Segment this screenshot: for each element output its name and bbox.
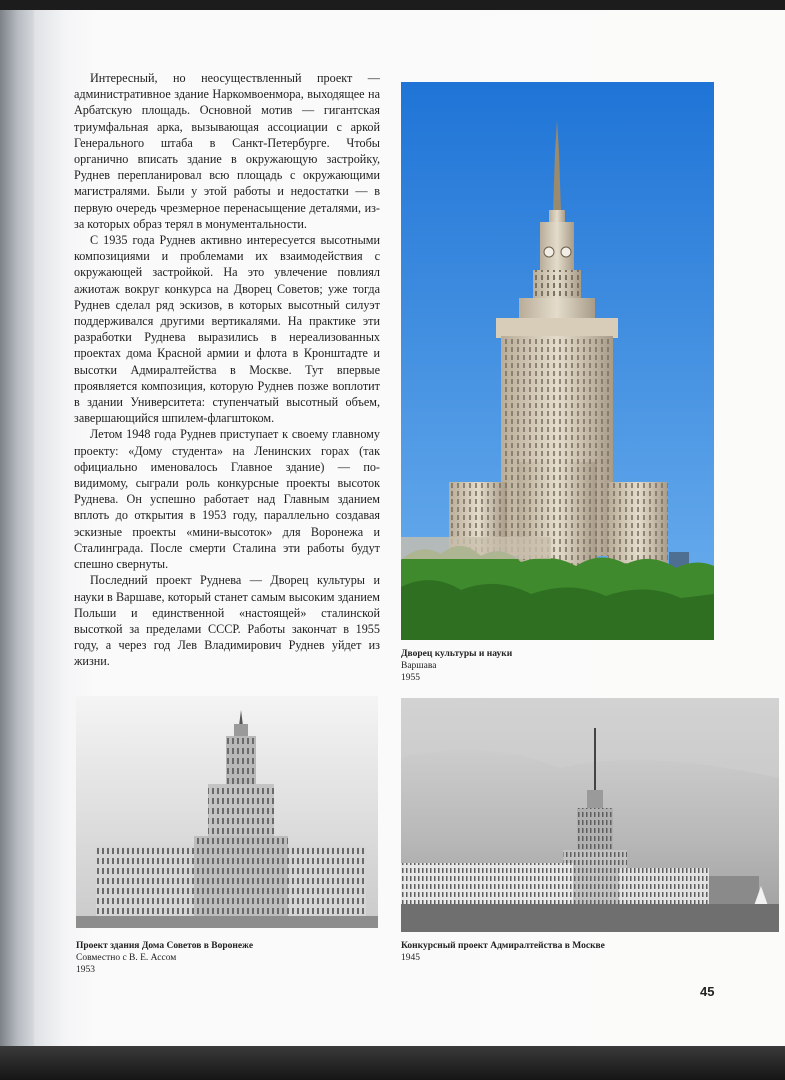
voronezh-caption-title: Проект здания Дома Советов в Воронеже — [76, 941, 254, 951]
scan-bottom-edge — [0, 1046, 785, 1080]
voronezh-drawing — [76, 696, 378, 928]
voronezh-caption — [76, 940, 253, 976]
admiralty-caption — [401, 940, 605, 964]
admiralty-caption-title: Конкурсный проект Адмиралтейства в Москве — [401, 941, 605, 951]
warsaw-caption-location: Варшава — [401, 661, 437, 671]
voronezh-caption-year: 1953 — [76, 965, 95, 975]
admiralty-caption-year: 1945 — [401, 953, 420, 963]
warsaw-caption-title: Дворец культуры и науки — [401, 649, 513, 659]
body-text — [74, 70, 380, 670]
paragraph-4: Последний проект Руднева — Дворец культуры и науки в Варшаве, который станет самым высоким зданием Польши и единственной «настоящей» сталинской высоткой за пределами СССР. Работы закончат в 1955 году, а через год Лев Владимирович Руднев уйдет из жизни. — [74, 573, 380, 669]
page-number: 45 — [700, 984, 715, 999]
warsaw-palace-photo — [401, 82, 714, 640]
voronezh-caption-coauthor: Совместно с В. Е. Ассом — [76, 953, 177, 963]
warsaw-caption-year: 1955 — [401, 673, 420, 683]
paragraph-3: Летом 1948 года Руднев приступает к своему главному проекту: «Дому студента» на Ленинских горах (так официально именовалось Главное здание) — по-видимому, сыграли роль конкурсные проекты высоток Руднева. Он успешно работает над Главным зданием вплоть до открытия в 1953 году, параллельно создавая эскизные проекты «мини-высоток» для Воронежа и Сталинграда. После смерти Сталина эти работы будут спешно свернуты. — [74, 427, 380, 572]
admiralty-drawing — [401, 698, 779, 932]
warsaw-caption — [401, 648, 512, 684]
paragraph-2: С 1935 года Руднев активно интересуется высотными композициями и проблемами их взаимодействия с окружающей застройкой. На это увлечение повлиял ажиотаж вокруг конкурса на Дворец Советов; уже тогда Руднев сделал ряд эскизов, в которых высотный силуэт поддерживался другими вертикалями. На практике эти разработки Руднева выразились в нереализованных проектах дома Красной армии и флота в Кронштадте и высотки Адмиралтейства в Москве. Тут впервые проявляется композиция, которую Руднев позже воплотит в здании Университета: ступенчатый высотный объем, завершающийся шпилем-флагштоком. — [74, 233, 380, 426]
paragraph-1: Интересный, но неосуществленный проект — административное здание Наркомвоенмора, выходящее на Арбатскую площадь. Основной мотив — гигантская триумфальная арка, вызывающая ассоциации с аркой Генерального штаба в Санкт-Петербурге. Чтобы органично вписать здание в окружающую застройку, Руднев перепланировал всю площадь с окружающими магистралями. Были у этой работы и недостатки — в первую очередь чрезмерное перенасыщение деталями, из-за которых образ терял в монументальности. — [74, 71, 380, 231]
